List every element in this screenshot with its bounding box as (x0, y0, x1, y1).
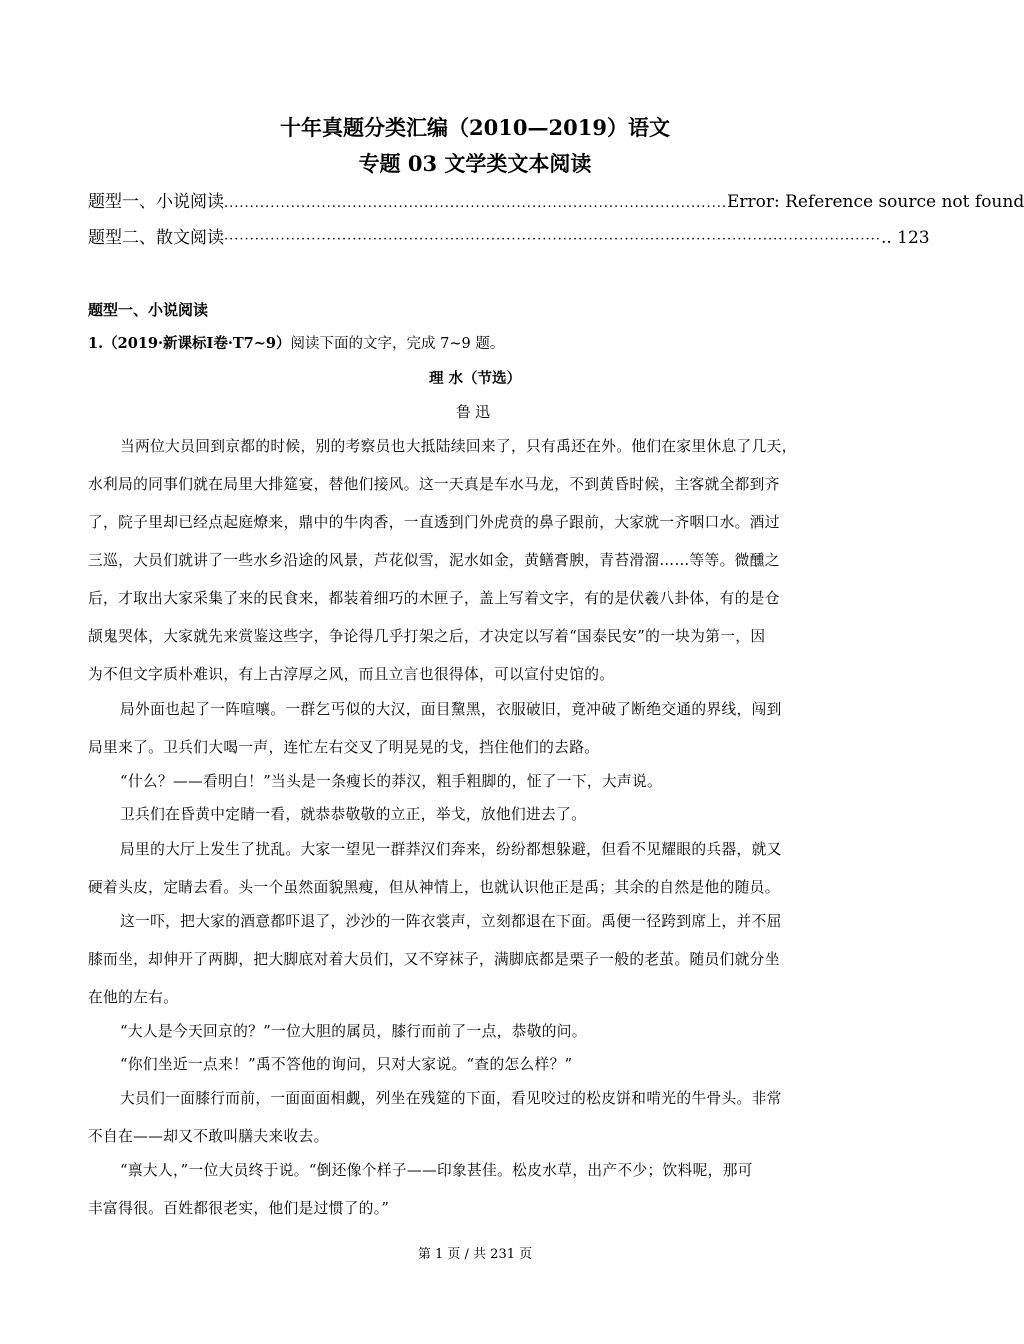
text-line: 膝而坐，却伸开了两脚，把大脚底对着大员们，又不穿袜子，满脚底都是栗子一般的老茧。随员们就分坐 (88, 951, 780, 968)
toc-entry-label[interactable]: 题型一、小说阅读 (88, 192, 224, 212)
document-title: 十年真题分类汇编（2010—2019）语文 (280, 115, 670, 140)
story-author: 鲁迅 (455, 403, 494, 421)
text-line: 当两位大员回到京都的时候，别的考察员也大抵陆续回来了，只有禹还在外。他们在家里休息了几天， (120, 438, 797, 455)
text-line: “大人是今天回京的？”一位大胆的属员，膝行而前了一点，恭敬的问。 (120, 1023, 587, 1040)
text-line: “禀大人，”一位大员终于说。“倒还像个样子——印象甚佳。松皮水草，出产不少；饮料呢，那可 (120, 1162, 753, 1179)
text-line: 了，院子里却已经点起庭燎来，鼎中的牛肉香，一直透到门外虎贲的鼻子跟前，大家就一齐咽口水。酒过 (88, 514, 780, 531)
text-line: 颉鬼哭体，大家就先来赏鉴这些字，争论得几乎打架之后，才决定以写着“国泰民安”的一块为第一，因 (88, 628, 766, 645)
text-line: 后，才取出大家采集了来的民食来，都装着细巧的木匣子，盖上写着文字，有的是伏羲八卦体，有的是仓 (88, 590, 780, 607)
toc-leader-dots: ································································································································ (224, 232, 881, 247)
question-number: 1.（2019·新课标Ⅰ卷·T7~9） (88, 335, 291, 352)
question-instruction: 阅读下面的文字，完成 7~9 题。 (290, 336, 505, 352)
text-line: 卫兵们在昏黄中定睛一看，就恭恭敬敬的立正，举戈，放他们进去了。 (120, 806, 587, 823)
toc-entry-essay[interactable] (88, 225, 930, 251)
text-line: “什么？——看明白！”当头是一条瘦长的莽汉，粗手粗脚的，怔了一下，大声说。 (120, 773, 663, 790)
toc-leader-dots: .................................................................................................. (224, 196, 727, 211)
toc-entry-page-ref[interactable]: Error: Reference source not found (726, 192, 1024, 212)
text-line: 大员们一面膝行而前，一面面面相觑，列坐在残筵的下面，看见咬过的松皮饼和啃光的牛骨头。非常 (120, 1090, 782, 1107)
toc-entry-novel[interactable] (88, 189, 1024, 215)
question-header (88, 334, 504, 354)
toc-entry-page-ref[interactable]: .. 123 (880, 228, 930, 248)
text-line: 局里来了。卫兵们大喝一声，连忙左右交叉了明晃晃的戈，挡住他们的去路。 (88, 739, 600, 756)
text-line: 在他的左右。 (88, 989, 179, 1006)
story-title: 理 水（节选） (428, 371, 522, 387)
text-line: “你们坐近一点来！”禹不答他的询问，只对大家说。“查的怎么样？” (120, 1056, 573, 1073)
text-line: 硬着头皮，定睛去看。头一个虽然面貌黑瘦，但从神情上，也就认识他正是禹；其余的自然是他的随员。 (88, 879, 780, 896)
page-footer: 第 1 页 / 共 231 页 (417, 1247, 533, 1262)
text-line: 不自在——却又不敢叫膳夫来收去。 (88, 1128, 329, 1145)
section-heading: 题型一、小说阅读 (88, 301, 209, 319)
text-line: 三巡，大员们就讲了一些水乡沿途的风景，芦花似雪，泥水如金，黄鳝膏腴，青苔滑溜……等等。微醺之 (88, 552, 780, 569)
text-line: 局里的大厅上发生了扰乱。大家一望见一群莽汉们奔来，纷纷都想躲避，但看不见耀眼的兵器，就又 (120, 841, 782, 858)
text-line: 局外面也起了一阵喧嚷。一群乞丐似的大汉，面目黧黑，衣服破旧，竟冲破了断绝交通的界线，闯到 (120, 701, 782, 718)
document-subtitle: 专题 03 文学类文本阅读 (358, 151, 592, 176)
text-line: 水利局的同事们就在局里大排筵宴，替他们接风。这一天真是车水马龙，不到黄昏时候，主客就全都到齐 (88, 476, 780, 493)
toc-entry-label[interactable]: 题型二、散文阅读 (88, 228, 224, 248)
text-line: 丰富得很。百姓都很老实，他们是过惯了的。” (88, 1200, 390, 1217)
text-line: 为不但文字质朴难识，有上古淳厚之风，而且立言也很得体，可以宣付史馆的。 (88, 666, 615, 683)
text-line: 这一吓，把大家的酒意都吓退了，沙沙的一阵衣裳声，立刻都退在下面。禹便一径跨到席上，并不屈 (120, 913, 782, 930)
